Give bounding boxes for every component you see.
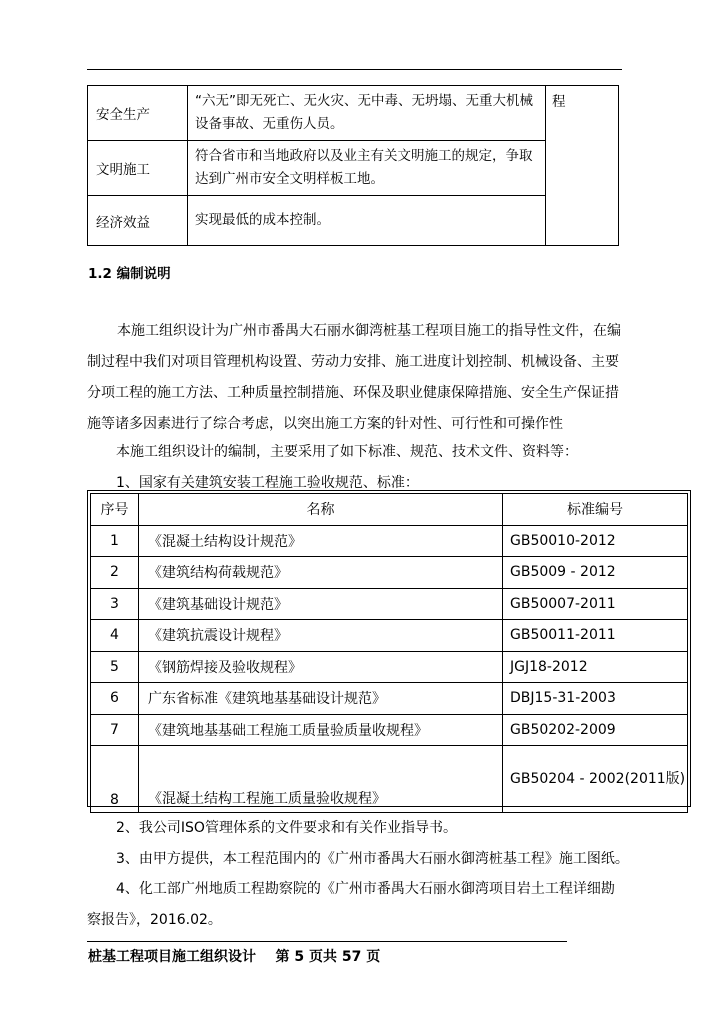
row-name: 《建筑结构荷载规范》 (139, 557, 503, 589)
table-row (91, 557, 688, 589)
intro-paragraph: 本施工组织设计为广州市番禺大石丽水御湾桩基工程项目施工的指导性文件，在编制过程中我们对项目管理机构设置、劳动力安排、施工进度计划控制、机械设备、主要分项工程的施工方法、工种质量控制措施、环保及职业健康保障措施、安全生产保证措施等诸多因素进行了综合考虑，以突出施工方案的针对性、可行性和可操作性 (87, 323, 621, 432)
standards-intro: 本施工组织设计的编制，主要采用了如下标准、规范、技术文件、资料等： (116, 444, 578, 460)
goal-text: 实现最低的成本控制。 (188, 196, 546, 246)
row-no: 1 (91, 525, 139, 557)
table-row (91, 588, 688, 620)
row-code: GB5009 - 2012 (503, 557, 688, 589)
list-item-3: 3、由甲方提供，本工程范围内的《广州市番禺大石丽水御湾桩基工程》施工图纸。 (116, 851, 629, 867)
list-item-4: 4、化工部广州地质工程勘察院的《广州市番禺大石丽水御湾项目岩土工程详细勘察报告》，2016.02。 (87, 881, 615, 928)
row-code: GB50202-2009 (503, 714, 688, 746)
row-no: 5 (91, 651, 139, 683)
row-code: GB50010-2012 (503, 525, 688, 557)
table-row (91, 683, 688, 715)
row-code: GB50007-2011 (503, 588, 688, 620)
row-no: 2 (91, 557, 139, 589)
row-no: 8 (91, 746, 139, 813)
list-item-2: 2、我公司ISO管理体系的文件要求和有关作业指导书。 (116, 820, 457, 836)
row-code: GB50204 - 2002(2011版) (510, 770, 686, 787)
row-code: GB50011-2011 (503, 620, 688, 652)
table-row (91, 746, 688, 813)
col-header-no: 序号 (91, 494, 139, 526)
row-no: 4 (91, 620, 139, 652)
goal-text: “六无”即无死亡、无火灾、无中毒、无坍塌、无重大机械设备事故、无重伤人员。 (188, 86, 546, 141)
goal-label: 经济效益 (88, 196, 188, 246)
goals-table (87, 85, 619, 246)
table-row (91, 714, 688, 746)
footer-rule (87, 941, 567, 942)
col-header-code: 标准编号 (503, 494, 688, 526)
table-row (91, 525, 688, 557)
row-name: 《建筑基础设计规范》 (139, 588, 503, 620)
page-footer: 桩基工程项目施工组织设计 第 5 页共 57 页 (88, 949, 381, 965)
list-item-1: 1、国家有关建筑安装工程施工验收规范、标准： (116, 475, 419, 491)
table-row (91, 620, 688, 652)
goal-text: 符合省市和当地政府以及业主有关文明施工的规定，争取达到广州市安全文明样板工地。 (188, 141, 546, 196)
row-code: DBJ15-31-2003 (503, 683, 688, 715)
header-rule (87, 69, 622, 70)
row-name: 《混凝土结构设计规范》 (139, 525, 503, 557)
goal-side-cell: 程 (546, 86, 619, 246)
row-no: 6 (91, 683, 139, 715)
goal-label: 文明施工 (88, 141, 188, 196)
row-no: 3 (91, 588, 139, 620)
row-no: 7 (91, 714, 139, 746)
goal-label: 安全生产 (88, 86, 188, 141)
row-name: 《建筑地基基础工程施工质量验质量收规程》 (139, 714, 503, 746)
row-name: 《混凝土结构工程施工质量验收规程》 (139, 746, 503, 813)
section-heading: 1.2 编制说明 (88, 266, 171, 282)
row-code: JGJ18-2012 (503, 651, 688, 683)
row-name: 《建筑抗震设计规程》 (139, 620, 503, 652)
row-name: 《钢筋焊接及验收规程》 (139, 651, 503, 683)
standards-table (90, 493, 688, 813)
row-name: 广东省标准《建筑地基基础设计规范》 (139, 683, 503, 715)
table-row (91, 651, 688, 683)
col-header-name: 名称 (139, 494, 503, 526)
